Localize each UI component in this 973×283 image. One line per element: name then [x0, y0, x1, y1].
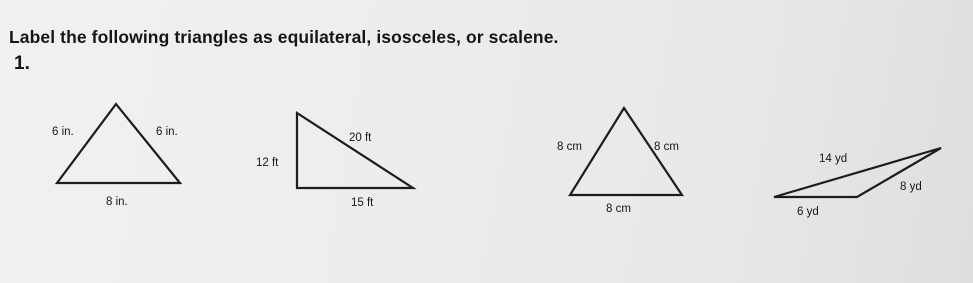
triangle-1-shape: [57, 104, 180, 183]
triangle-1-side-bottom: 8 in.: [106, 196, 128, 208]
question-number: 1.: [14, 53, 30, 74]
triangle-1-side-left: 6 in.: [52, 126, 74, 138]
triangle-3-side-left: 8 cm: [557, 141, 582, 153]
triangle-3: [557, 108, 682, 215]
triangle-2-shape: [297, 113, 413, 188]
triangle-4-side-right: 8 yd: [900, 181, 922, 193]
triangle-4: [774, 148, 941, 218]
triangle-2: [256, 113, 413, 209]
triangle-1: [52, 104, 180, 208]
triangle-4-side-top: 14 yd: [819, 153, 848, 165]
triangle-2-side-left: 12 ft: [256, 157, 279, 169]
triangle-1-side-right: 6 in.: [156, 126, 178, 138]
triangle-2-side-bottom: 15 ft: [351, 197, 374, 209]
triangle-3-side-right: 8 cm: [654, 141, 679, 153]
triangle-2-side-hyp: 20 ft: [349, 132, 372, 144]
instruction-text: Label the following triangles as equilateral, isosceles, or scalene.: [9, 27, 559, 47]
triangle-3-side-bottom: 8 cm: [606, 203, 631, 215]
triangle-4-side-bottom: 6 yd: [797, 206, 819, 218]
